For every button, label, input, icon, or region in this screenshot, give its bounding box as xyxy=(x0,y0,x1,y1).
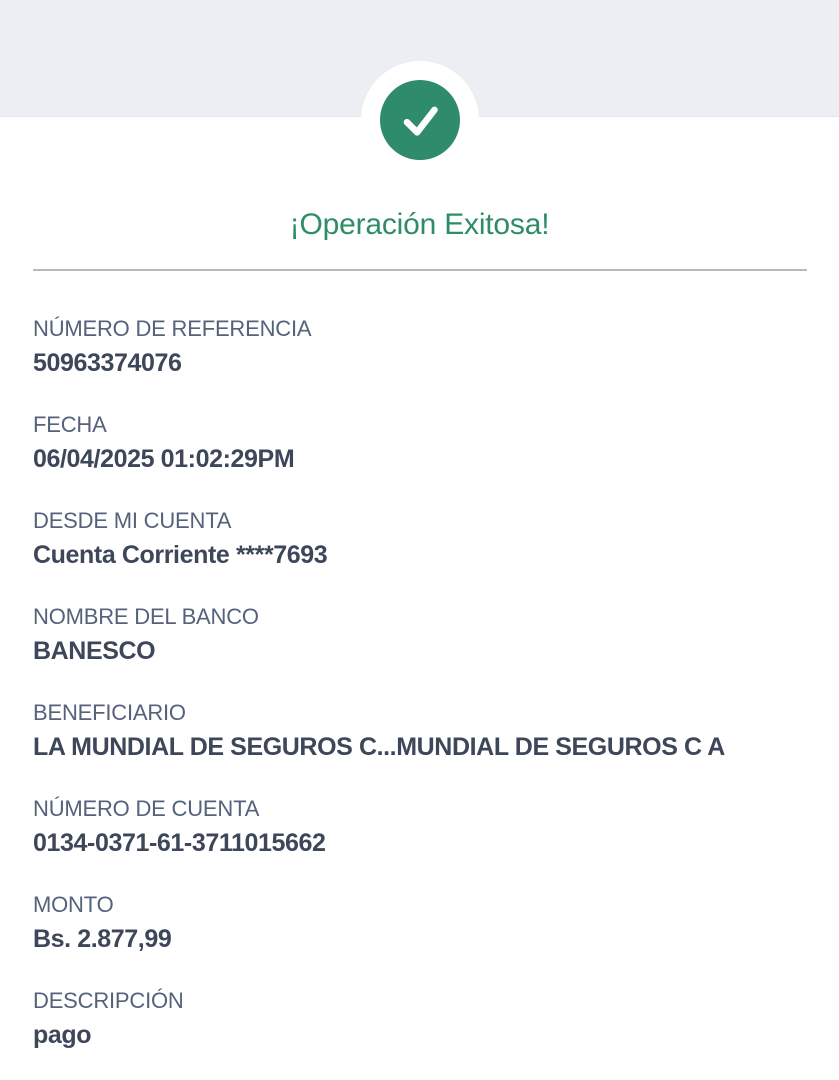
field-value: LA MUNDIAL DE SEGUROS C...MUNDIAL DE SEGUROS C A xyxy=(33,732,725,761)
success-badge xyxy=(361,61,479,179)
success-check-icon xyxy=(380,80,460,160)
field-label: NÚMERO DE REFERENCIA xyxy=(33,315,312,341)
field-label: BENEFICIARIO xyxy=(33,699,186,725)
field-descripcion xyxy=(33,988,809,1080)
field-monto xyxy=(33,892,809,988)
field-label: NOMBRE DEL BANCO xyxy=(33,603,259,629)
field-value: Cuenta Corriente ****7693 xyxy=(33,540,328,569)
receipt-fields xyxy=(0,316,839,1080)
header-band xyxy=(0,0,839,117)
field-value: BANESCO xyxy=(33,636,156,665)
field-label: NÚMERO DE CUENTA xyxy=(33,795,260,821)
field-label: DESCRIPCIÓN xyxy=(33,987,184,1013)
field-value: pago xyxy=(33,1020,92,1049)
field-value: 0134-0371-61-3711015662 xyxy=(33,828,326,857)
field-value: Bs. 2.877,99 xyxy=(33,924,172,953)
field-label: DESDE MI CUENTA xyxy=(33,507,232,533)
divider xyxy=(33,269,807,271)
field-nombre-del-banco xyxy=(33,604,809,700)
field-label: FECHA xyxy=(33,411,107,437)
page-title: ¡Operación Exitosa! xyxy=(289,208,550,241)
field-desde-mi-cuenta xyxy=(33,508,809,604)
field-numero-de-cuenta xyxy=(33,796,809,892)
field-label: MONTO xyxy=(33,891,114,917)
field-numero-de-referencia xyxy=(33,316,809,412)
field-value: 50963374076 xyxy=(33,348,182,377)
field-beneficiario xyxy=(33,700,809,796)
field-fecha xyxy=(33,412,809,508)
field-value: 06/04/2025 01:02:29PM xyxy=(33,444,295,473)
